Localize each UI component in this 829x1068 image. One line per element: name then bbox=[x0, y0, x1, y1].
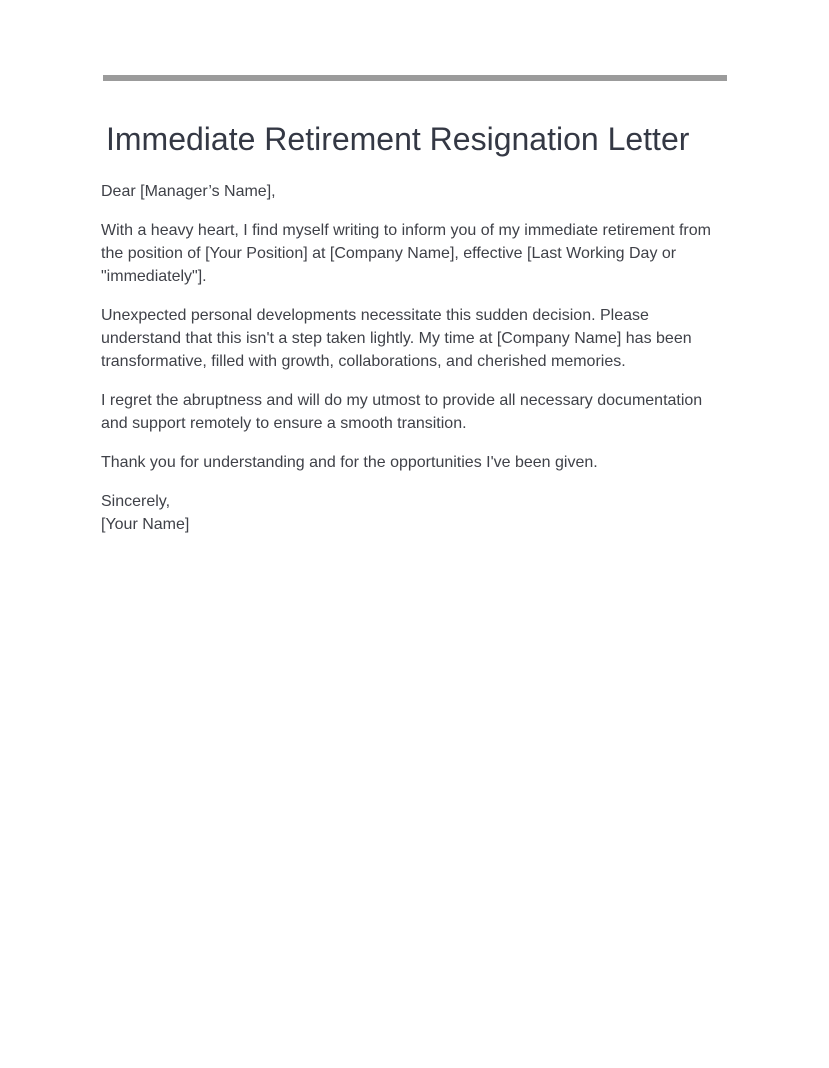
page-title: Immediate Retirement Resignation Letter bbox=[106, 121, 690, 157]
letter-body bbox=[101, 180, 711, 552]
signature: [Your Name] bbox=[101, 516, 190, 533]
paragraph-1: With a heavy heart, I find myself writing to inform you of my immediate retirement from the position of [Your Position] at [Company Name], effective [Last Working Day or "immediately"]. bbox=[101, 222, 711, 285]
paragraph-2: Unexpected personal developments necessitate this sudden decision. Please understand that this isn't a step taken lightly. My time at [Company Name] has been transformative, filled with growth, collaborations, and cherished memories. bbox=[101, 307, 692, 370]
closing: Sincerely, bbox=[101, 493, 171, 510]
signoff bbox=[101, 490, 711, 536]
paragraph-3: I regret the abruptness and will do my utmost to provide all necessary documentation and support remotely to ensure a smooth transition. bbox=[101, 392, 703, 432]
salutation: Dear [Manager’s Name], bbox=[101, 183, 276, 200]
paragraph-4: Thank you for understanding and for the opportunities I've been given. bbox=[101, 454, 598, 471]
top-divider bbox=[103, 75, 727, 81]
